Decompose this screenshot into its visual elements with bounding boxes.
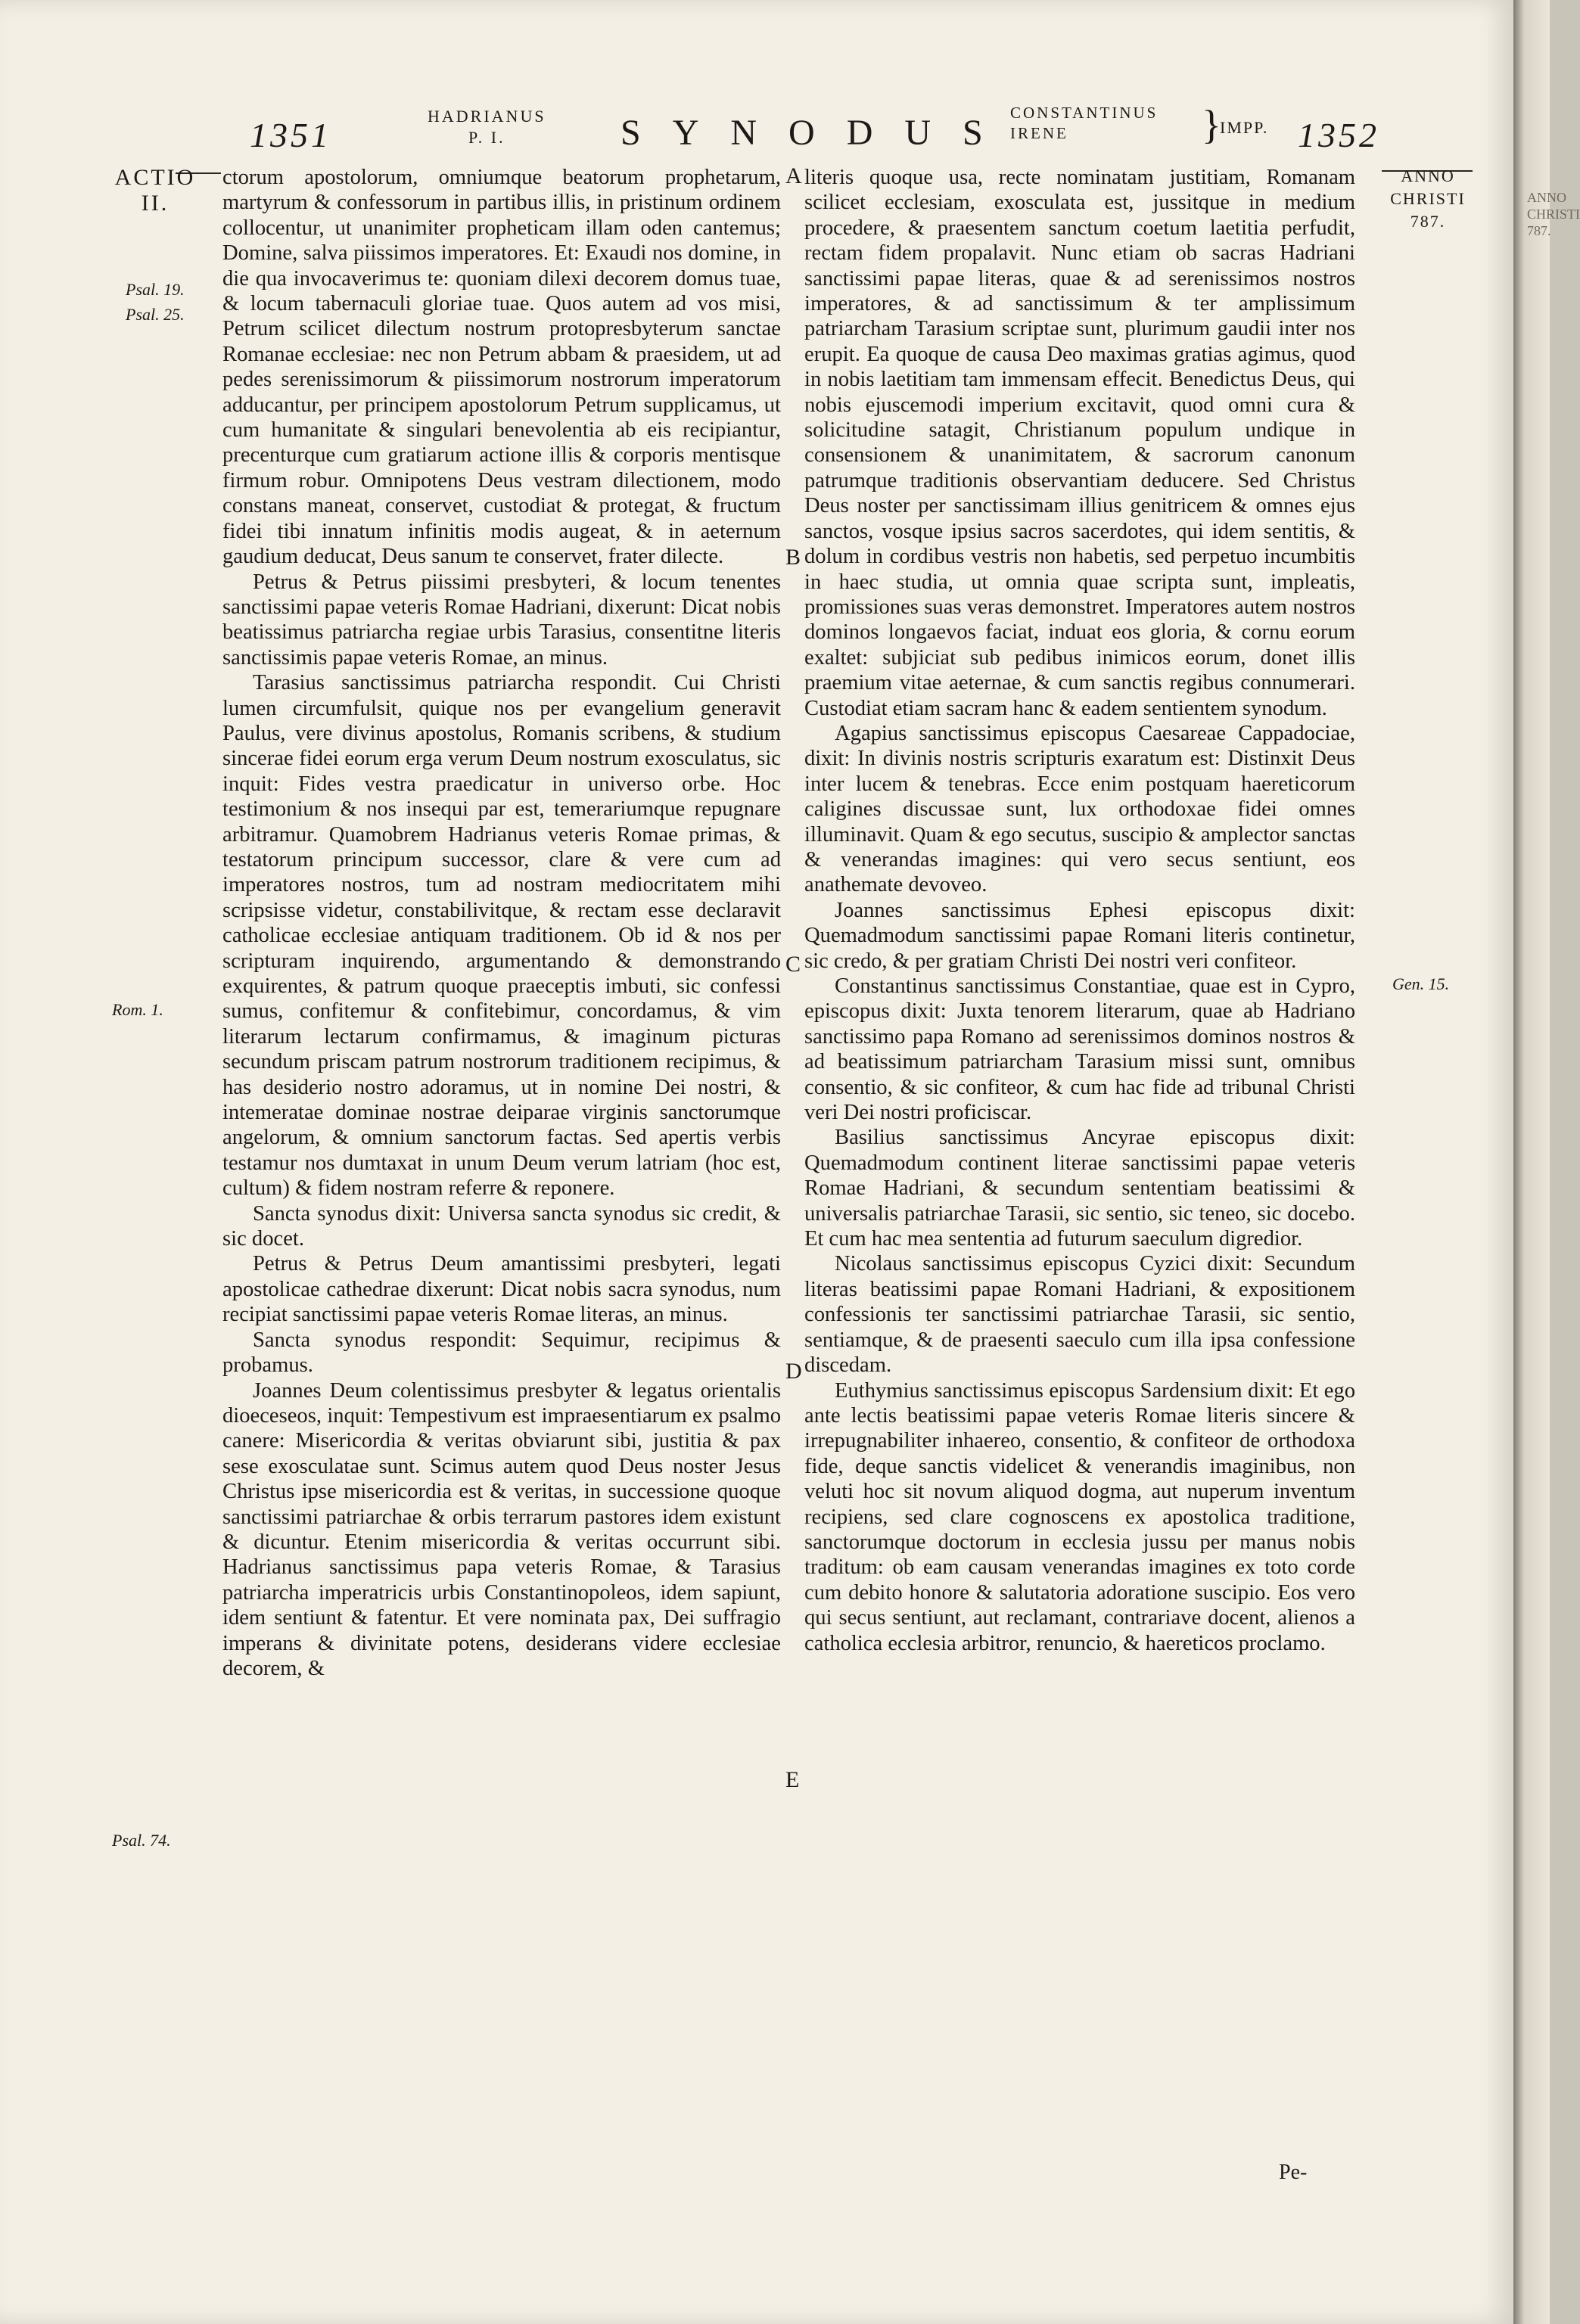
paragraph: Petrus & Petrus Deum amantissimi presbyteri, legati apostolicae cathedrae dixerunt: Dicat nobis sacra synodus, num recipiat sanctissimi papae veteris Romae literas, an minus. xyxy=(222,1252,781,1327)
header-constantinus: CONSTANTINUS xyxy=(1010,104,1159,122)
margin-ref-romans-1: Rom. 1. xyxy=(112,1000,163,1019)
paragraph: literis quoque usa, recte nominatam justitiam, Romanam scilicet ecclesiam, exosculata est, jussitque in medium procedere, & praesentem sanctum coetum laetitia perfudit, rectam fidem propalavit. Nunc etiam ob sacras Hadriani sanctissimi papae literas, quae & ad serenissimos nostros imperatores, & ad sanctissimum & ter amplissimum patriarcham Tarasium scriptae sunt, plurimum gaudii inter nos erupit. Ea quoque de causa Deo maximas gratias agimus, quod in nobis laetitiam tam immensam effecit. Benedictus Deus, qui nobis ejuscemodi imperium excitavit, quod omni cura & solicitudine satagit, Christianum populum undique in consensionem & unanimitatem, & sacrorum canonum patrumque traditionis observantiam deducere. Sed Christus Deus noster per sanctissimam illius genitricem & omnes ejus sanctos, vosque ipsius sacros sacerdotes, qui idem sentitis, & dolum in cordibus vestris non habetis, sed perpetuo incumbitis in haec studia, ut omnia quae scripta sunt, impleatis, promissiones suas veras demonstret. Imperatores autem nostros dominos longaevos faciat, induat eos gloria, & cornu eorum exaltet: subjiciat sub pedibus inimicos eorum, donet illis praemium vitae aeternae, & cum sanctis regibus connumerari. Custodiat etiam sacram hanc & eadem sentientem synodum. xyxy=(804,166,1355,720)
section-letter-a: A xyxy=(785,163,802,188)
header-hadrianus-title: P. I. xyxy=(468,128,505,147)
right-text-column xyxy=(804,165,1355,1656)
margin-ref-psalm-25: Psal. 25. xyxy=(126,305,185,324)
margin-ref-psalm-74: Psal. 74. xyxy=(112,1831,171,1850)
margin-ref-genesis-15: Gen. 15. xyxy=(1392,974,1450,993)
anno-label: ANNO xyxy=(1401,166,1455,185)
section-letter-b: B xyxy=(785,545,801,570)
section-letter-e: E xyxy=(785,1767,800,1792)
paragraph: ctorum apostolorum, omniumque beatorum prophetarum, martyrum & confessorum in partibus illis, in pristinum ordinem collocentur, ut unanimiter propheticam illam oden cantemus; Domine, salva piissimos imperatores. Et: Exaudi nos domine, in die qua invocaverimus te: quoniam dilexi decorem domus tuae, & locum tabernaculi gloriae tuae. Quos autem ad vos misi, Petrum scilicet dilectum nostrum protopresbyterum sanctae Romanae ecclesiae: nec non Petrum abbam & praesidem, ut ad pedes serenissimorum & piissimorum nostrorum imperatorum adducantur, per principem apostolorum Petrum supplicamus, ut cum humanitate & singulari benevolentia ab eis recipiantur, precenturque cum gratiarum actione illis & corporis mentisque firmum robur. Omnipotens Deus vestram dilectionem, modo constans maneat, conservet, custodiat & protegat, & fructum fidei tibi innatum infinitis modis augeat, & in aeternum gaudium deducat, Deus sanum te conservet, frater dilecte. xyxy=(222,166,781,569)
paragraph: Petrus & Petrus piissimi presbyteri, & locum tenentes sanctissimi papae veteris Romae Hadriani, dixerunt: Dicat nobis beatissimus patriarcha regiae urbis Tarasius, consentitne literis sanctissimis papae veteris Romae, an minus. xyxy=(222,570,781,670)
paragraph: Nicolaus sanctissimus episcopus Cyzici dixit: Secundum literas beatissimi papae Romani Hadriani, & expositionem confessionis ter sanctissimi patriarchae Tarasii, sic sentio, sentiamque, & de praesenti saeculo cum illa ipsa confessione discedam. xyxy=(804,1252,1355,1378)
christi-label: CHRISTI xyxy=(1390,189,1466,208)
margin-ref-psalm-19: Psal. 19. xyxy=(126,280,185,299)
next-page-margin-note: ANNO CHRISTI 787. xyxy=(1527,190,1580,238)
running-header xyxy=(0,76,1513,159)
header-hadrianus xyxy=(428,106,546,148)
header-emperors xyxy=(1010,103,1158,144)
header-hadrianus-name: HADRIANUS xyxy=(428,107,546,126)
left-text-column xyxy=(222,165,781,1681)
paragraph: Agapius sanctissimus episcopus Caesareae Cappadociae, dixit: In divinis nostris scripturis exaratum est: Distinxit Deus inter lucem & tenebras. Ecce enim postquam haereticorum caligines discussae sunt, lux orthodoxae fidei omnes illuminavit. Quam & ego secutus, suscipio & amplector sanctas & venerandas imagines: qui vero secus sentiunt, eos anathemate devoveo. xyxy=(804,721,1355,897)
brace-glyph: } xyxy=(1202,102,1221,148)
paragraph: Euthymius sanctissimus episcopus Sardensium dixit: Et ego ante lectis beatissimi papae veteris Romae literis sincere & irrepugnabiliter inhaereo, consentio, & confiteor de orthodoxa fide, deque sanctis videlicet & venerandis imaginibus, non veluti hoc sit novum aliquod dogma, aut nuperum inventum recipiens, sed clare cognoscens ex apostolica traditione, sanctorumque doctorum in ecclesia jussu per manus nobis traditum: ob eam causam venerandas imagines ex toto corde cum debito honore & salutatoria adoratione suscipio. Eos vero qui secus sentiunt, aut reclamant, contrariave docent, alienos a catholica ecclesia arbitror, renuncio, & haereticos proclamo. xyxy=(804,1378,1355,1655)
header-impp: IMPP. xyxy=(1220,118,1269,137)
actio-number: II. xyxy=(141,191,170,216)
next-page-edge xyxy=(1513,0,1580,2324)
section-letter-d: D xyxy=(785,1359,802,1384)
header-irene: IRENE xyxy=(1010,124,1068,142)
paragraph: Sancta synodus respondit: Sequimur, recipimus & probamus. xyxy=(222,1328,781,1378)
page-title: SYNODUS xyxy=(620,113,1015,153)
left-margin-notes xyxy=(106,165,219,216)
year-label: 787. xyxy=(1410,212,1446,231)
paragraph: Joannes Deum colentissimus presbyter & legatus orientalis dioeceseos, inquit: Tempestivum est impraesentiarum ex psalmo canere: Misericordia & veritas obviarunt sibi, justitia & pax sese exosculatae sunt. Scimus autem quod Deus noster Jesus Christus ipse misericordia est & veritas, in successione quoque sanctissimi patriarchae & orbis terrarum pastores idem existunt & dicuntur. Etenim misericordia & veritas occurrunt sibi. Hadrianus sanctissimus papa veteris Romae, & Tarasius patriarcha imperatricis urbis Constantinopoleos, idem sapiunt, idem sentiunt & fatentur. Et vere nominata pax, Dei suffragio imperans & divinitate potens, desiderans videre ecclesiae decorem, & xyxy=(222,1378,781,1680)
paragraph: Tarasius sanctissimus patriarcha respondit. Cui Christi lumen circumfulsit, quique nos per evangelium generavit Paulus, vere divinus apostolus, Romanis scribens, & studium sincerae fidei eorum erga verum Deum nostrum exosculatus, sic inquit: Fides vestra praedicatur in universo orbe. Hoc testimonium & nos insequi par est, temerariumque repugnare arbitramur. Quamobrem Hadrianus veteris Romae primas, & testatorum principum successor, clare & vere cum ad imperatores nostros, tum ad nostram mediocritatem mihi scripsisse videtur, constabilivitque, & rectam esse declaravit catholicae ecclesiae antiquam traditionem. Ob id & nos per scripturam inquirendo, argumentando & demonstrando exquirentes, & patrum quoque praeceptis imbuti, sic confessi sumus, confitemur & confitebimur, concordamus, & vim literarum lectarum confirmamus, & imaginum picturas secundum priscam patrum nostrorum traditionem recipimus, & has desiderio nostro adoramus, ut in nomine Dei nostri, & intemeratae dominae nostrae deiparae virginis sanctorumque angelorum, & omnium sanctorum factas. Sed apertis verbis testamur nos dumtaxat in unum Deum verum latriam (hoc est, cultum) & fidem nostram referre & reponere. xyxy=(222,671,781,1201)
paragraph: Basilius sanctissimus Ancyrae episcopus dixit: Quemadmodum continent literae sanctissimi papae veteris Romae Hadriani, & secundum sententiam beatissimi & universalis patriarchae Tarasii, sic sentio, sic teneo, sic docebo. Et cum hac mea sententia ad futurum saeculum digredior. xyxy=(804,1126,1355,1251)
page-number-left: 1351 xyxy=(250,116,331,154)
right-margin-notes xyxy=(1371,165,1485,233)
paragraph: Joannes sanctissimus Ephesi episcopus dixit: Quemadmodum sanctissimi papae Romani literis continetur, sic credo, & per gratiam Christi Dei nostri veri confiteor. xyxy=(804,898,1355,973)
paragraph: Constantinus sanctissimus Constantiae, quae est in Cypro, episcopus dixit: Juxta tenorem literarum, quae ab Hadriano sanctissimo papa Romano ad serenissimos dominos nostros & ad beatissimum patriarcham Tarasium missi sunt, omnibus consentio, & sic confiteor, & cum hac fide ad tribunal Christi veri Dei nostri proficiscar. xyxy=(804,974,1355,1125)
catchword: Pe- xyxy=(1279,2161,1308,2184)
section-letter-c: C xyxy=(785,952,801,977)
paragraph: Sancta synodus dixit: Universa sancta synodus sic credit, & sic docet. xyxy=(222,1201,781,1251)
page-number-right: 1352 xyxy=(1298,116,1379,154)
actio-label: ACTIO xyxy=(114,165,196,190)
